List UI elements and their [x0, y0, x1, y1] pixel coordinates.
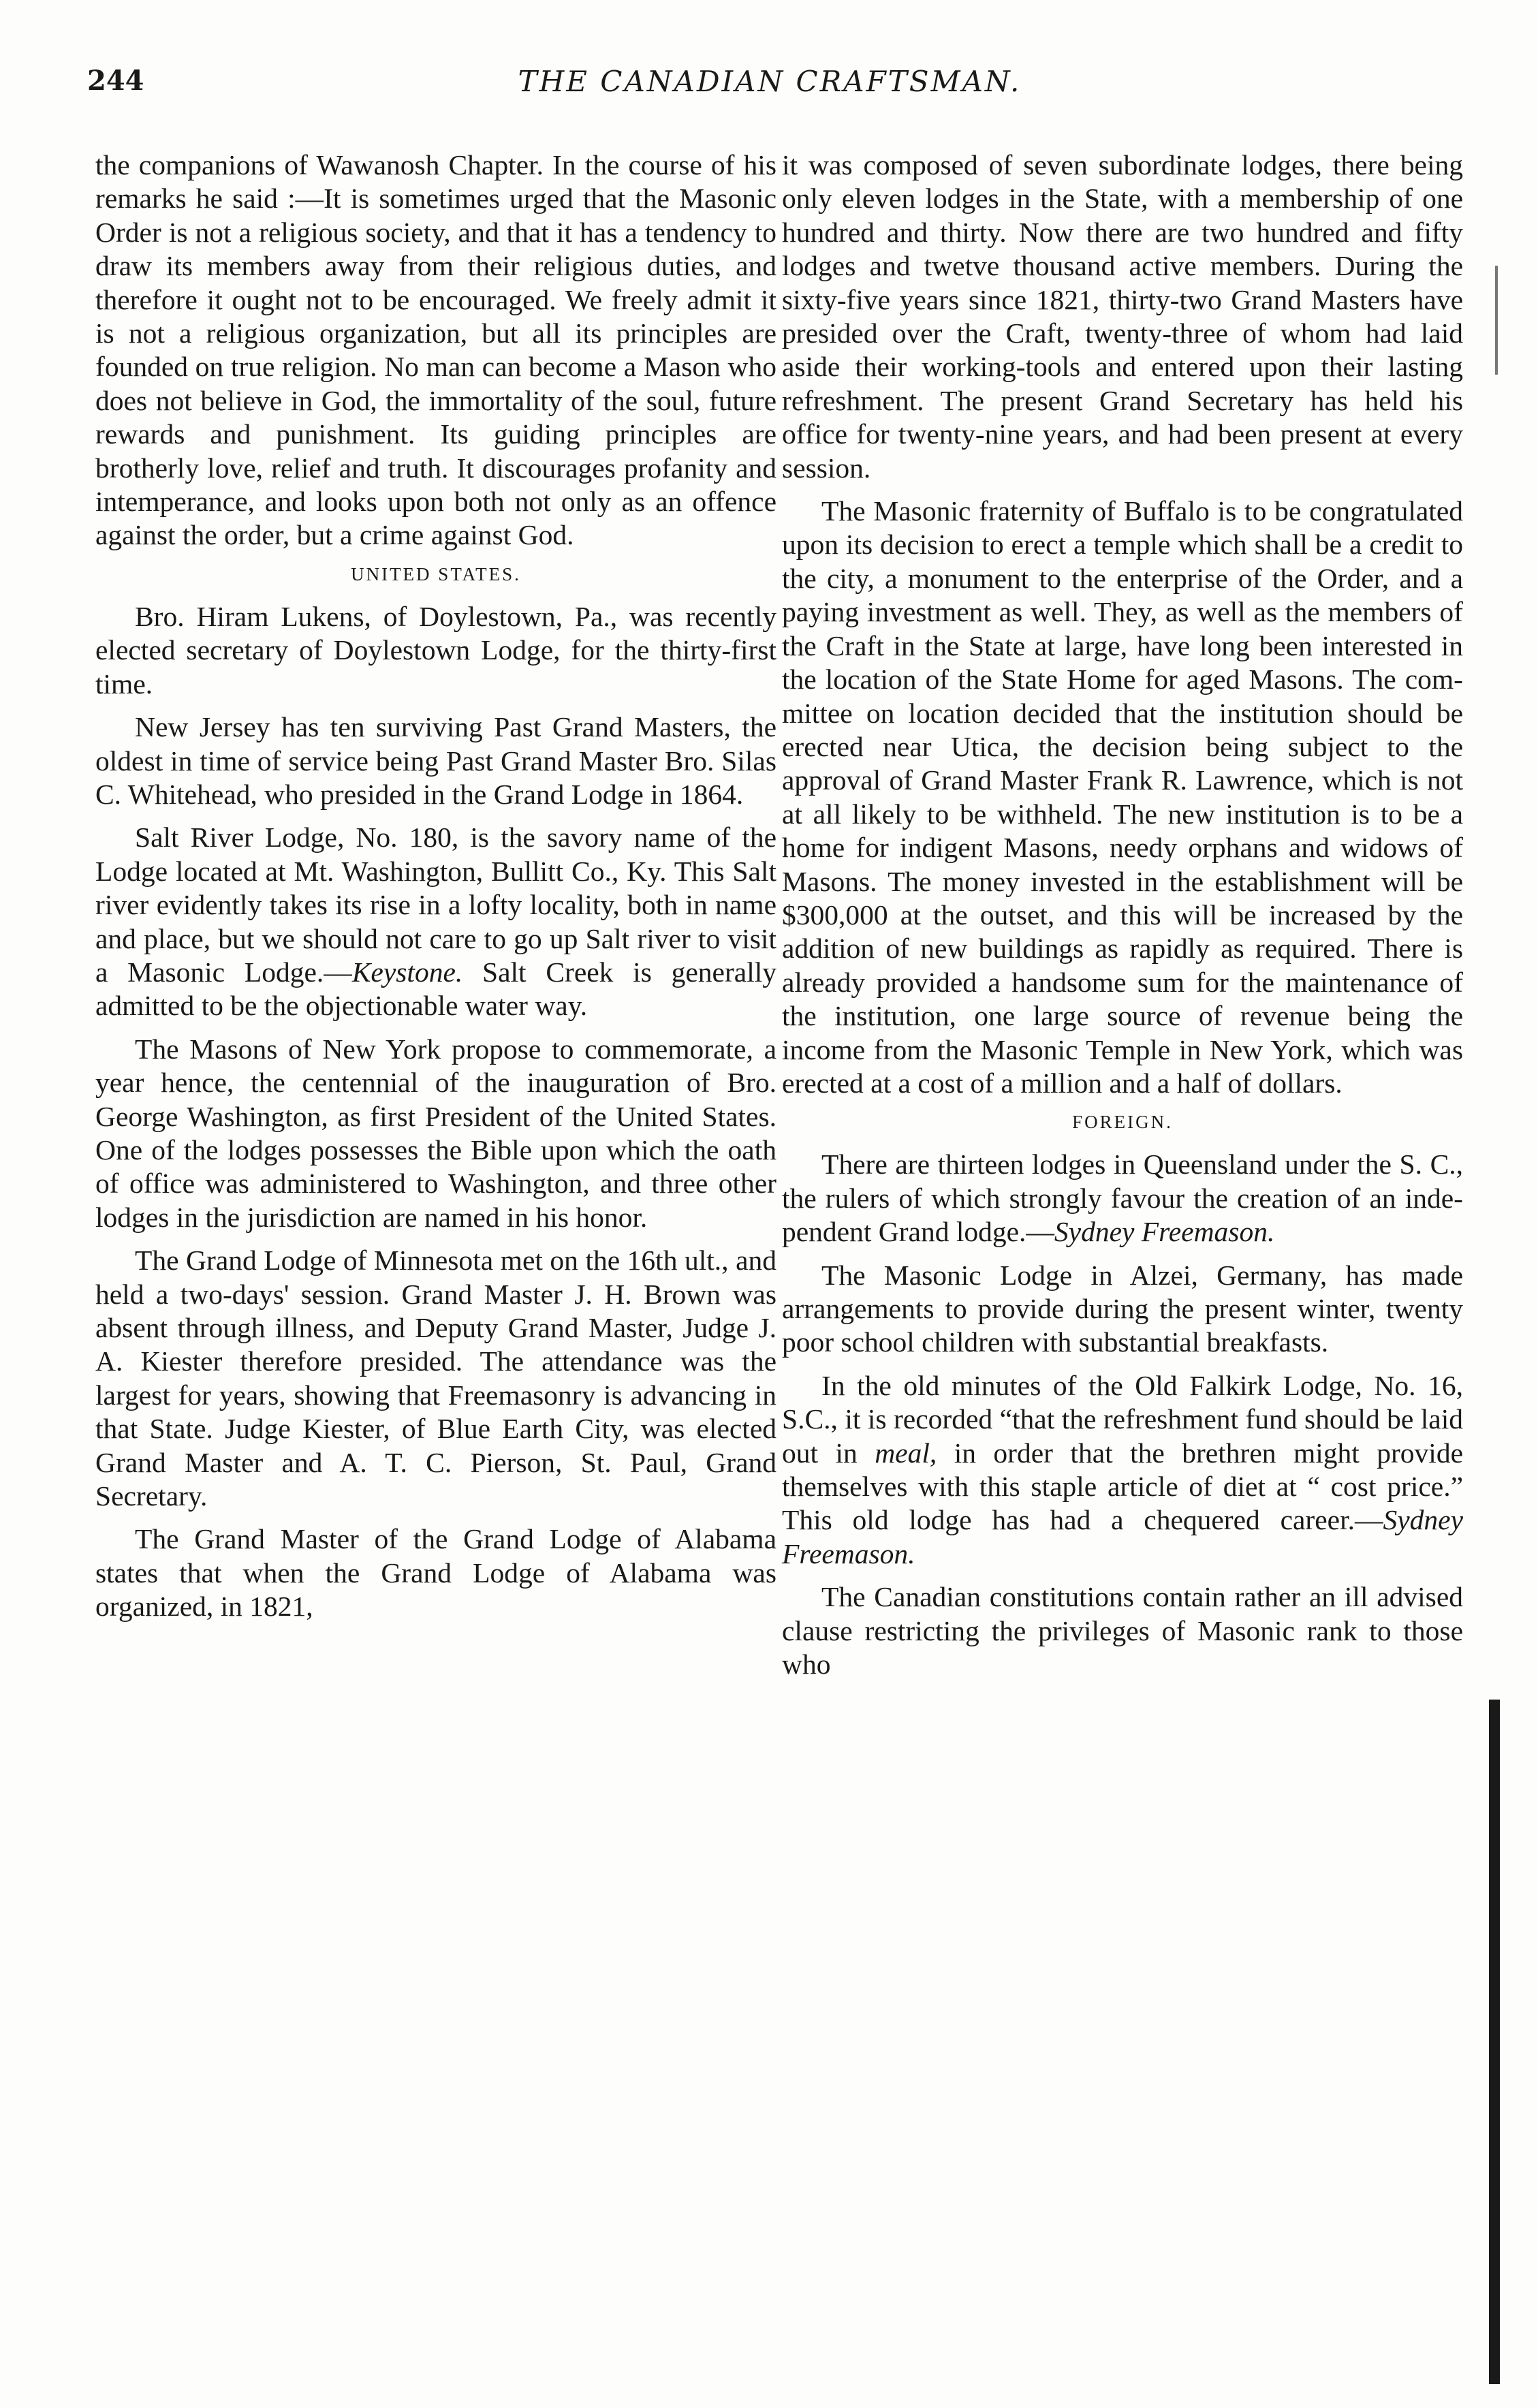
falkirk-text-b: in order that the brethren might provide themselves with this staple article of diet at “ cost price.” This old lodge has had a chequered career.—	[782, 1437, 1463, 1536]
paragraph-alzei-germany: The Masonic Lodge in Alzei, Germany, has made arrangements to provide during the present winter, twenty poor school children with substantial breakfasts.	[782, 1259, 1463, 1358]
salt-river-text: Salt River Lodge, No. 180, is the savory name of the Lodge located at Mt. Washington, Bullitt Co., Ky. This Salt river evidently takes its rise in a lofty locality, both in name and place, but we should not care to go up Salt river to visit a Masonic Lodge.—	[95, 822, 776, 988]
paragraph-hiram-lukens: Bro. Hiram Lukens, of Doylestown, Pa., was recently elected secretary of Doylestown Lodge, for the thirty-first time.	[95, 600, 776, 700]
paragraph-salt-river-lodge	[95, 821, 776, 1022]
paragraph-minnesota-grand-lodge: The Grand Lodge of Minnesota met on the 16th ult., and held a two-days' session. Grand Master J. H. Brown was absent through illness, and Deputy Grand Master, Judge J. A. Kiester therefore presided. The attendance was the largest for years, showing that Freemasonry is advancing in that State. Judge Kiester, of Blue Earth City, was elected Grand Master and A. T. C. Pierson, St. Paul, Grand Secretary.	[95, 1245, 776, 1512]
section-heading-foreign: FOREIGN.	[1072, 1112, 1173, 1133]
section-heading-united-states: UNITED STATES.	[351, 563, 521, 584]
paragraph-wawanosh-chapter: the companions of Wawanosh Chapter. In the course of his remarks he said :—It is sometimes urged that the Masonic Order is not a religious society, and that it has a tendency to draw its members away from their religious duties, and therefore it ought not to be encouraged. We freely admit it is not a religious organization, but all its principles are founded on true religion. No man can become a Mason who does not believe in God, the immortality of the soul, future rewards and punishment. Its guiding principles are brotherly love, relief and truth. It discourages profanity and intemperance, and looks upon both not only as an offence against the order, but a crime against God.	[95, 149, 776, 551]
paragraph-new-jersey: New Jersey has ten surviving Past Grand Masters, the oldest in time of service being Past Grand Master Bro. Silas C. Whitehead, who presided in the Grand Lodge in 1864.	[95, 711, 776, 810]
queensland-text: There are thirteen lodges in Queensland under the S. C., the rulers of which strongly favour the creation of an independent Grand lodge.—	[782, 1148, 1463, 1248]
paragraph-new-york-centennial: The Masons of New York propose to commemorate, a year hence, the centennial of the inauguration of Bro. George Washington, as first President of the United States. One of the lodges possesses the Bible upon which the oath of office was administered to Washington, and three other lodges in the jurisdiction are named in his honor.	[95, 1033, 776, 1233]
journal-title: THE CANADIAN CRAFTSMAN.	[518, 65, 1022, 98]
margin-mark	[1495, 266, 1498, 375]
paragraph-old-falkirk-lodge	[782, 1369, 1463, 1571]
paragraph-alabama-continued: it was composed of seven subordinate lodges, there being only eleven lodges in the State, with a membership of one hundred and thirty. Now there are two hundred and fifty lodges and twetve thousand active members. During the sixty-five years since 1821, thirty-two Grand Masters have presided over the Craft, twenty-three of whom had laid aside their working-tools and entered upon their lasting refreshment. The present Grand Secretary has held his office for twenty-nine years, and had been present at every session.	[782, 149, 1463, 484]
paragraph-queensland	[782, 1148, 1463, 1249]
falkirk-text-a: In the old minutes of the Old Falkirk Lodge, No. 16, S.C., it is recorded “that the refreshment fund should be laid out in	[782, 1369, 1463, 1469]
source-sydney-freemason: Sydney Freemason.	[1054, 1216, 1275, 1248]
salt-river-text-end: Salt Creek is generally admitted to be the objectionable water way.	[95, 956, 776, 1022]
falkirk-meal: meal,	[875, 1437, 937, 1469]
left-column	[95, 148, 776, 1633]
source-keystone: Keystone.	[351, 956, 463, 988]
page-header	[0, 65, 1538, 140]
right-column	[782, 148, 1463, 1691]
paragraph-canadian-constitutions: The Canadian constitutions contain rather an ill advised clause restricting the privileges of Masonic rank to those who	[782, 1581, 1463, 1680]
page-number: 244	[87, 65, 144, 97]
paragraph-alabama-grand-lodge: The Grand Master of the Grand Lodge of Alabama states that when the Grand Lodge of Alabama was organized, in 1821,	[95, 1523, 776, 1623]
paragraph-buffalo-temple: The Masonic fraternity of Buffalo is to be congratulated upon its decision to erect a temple which shall be a credit to the city, a monument to the enterprise of the Order, and a paying investment as well. They, as well as the members of the Craft in the State at large, have long been interested in the location of the State Home for aged Masons. The committee on location decided that the institution should be erected near Utica, the decision being subject to the approval of Grand Master Frank R. Lawrence, which is not at all likely to be withheld. The new institution is to be a home for indigent Masons, needy orphans and widows of Masons. The money invested in the establishment will be $300,000 at the outset, and this will be increased by the addition of new buildings as rapidly as required. There is already provided a handsome sum for the maintenance of the institution, one large source of revenue being the income from the Masonic Temple in New York, which was erected at a cost of a million and a half of dollars.	[782, 495, 1463, 1099]
margin-bar	[1489, 1700, 1500, 2384]
source-sydney-freemason-2: Sydney Freemason.	[782, 1504, 1463, 1569]
